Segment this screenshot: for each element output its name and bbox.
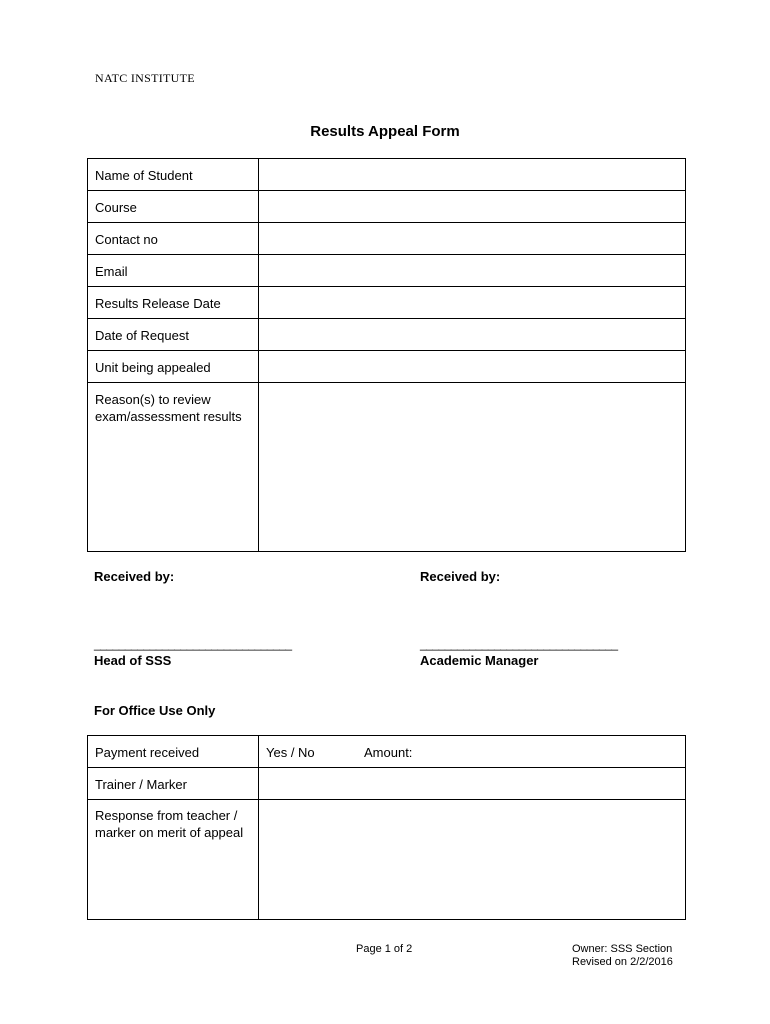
trainer-marker-field[interactable] [259, 768, 686, 800]
yes-no-option[interactable]: Yes / No [266, 745, 315, 760]
table-row [88, 255, 686, 287]
date-of-request-label: Date of Request [88, 319, 259, 351]
table-row [88, 768, 686, 800]
payment-received-label: Payment received [88, 736, 259, 768]
contact-no-field[interactable] [259, 223, 686, 255]
contact-no-label: Contact no [88, 223, 259, 255]
amount-label: Amount: [364, 745, 413, 760]
page-number: Page 1 of 2 [356, 943, 413, 955]
table-row [88, 736, 686, 768]
owner-note: Owner: SSS Section [572, 943, 673, 955]
email-field[interactable] [259, 255, 686, 287]
table-row [88, 287, 686, 319]
institute-name: NATC INSTITUTE [95, 71, 195, 85]
response-from-teacher-label: Response from teacher / marker on merit of appeal [88, 800, 259, 920]
results-release-date-label: Results Release Date [88, 287, 259, 319]
unit-being-appealed-field[interactable] [259, 351, 686, 383]
table-row [88, 319, 686, 351]
response-field[interactable] [259, 800, 686, 920]
course-label: Course [88, 191, 259, 223]
trainer-marker-label: Trainer / Marker [88, 768, 259, 800]
academic-manager-label: Academic Manager [420, 653, 539, 668]
email-label: Email [88, 255, 259, 287]
student-details-table [87, 158, 686, 552]
payment-details-cell[interactable] [259, 736, 686, 768]
table-row [88, 800, 686, 920]
table-row [88, 351, 686, 383]
received-by-label-left: Received by: [94, 569, 175, 584]
results-release-date-field[interactable] [259, 287, 686, 319]
head-of-sss-label: Head of SSS [94, 653, 172, 668]
office-use-table [87, 735, 686, 920]
table-row [88, 191, 686, 223]
form-title: Results Appeal Form [310, 123, 460, 140]
name-of-student-field[interactable] [259, 159, 686, 191]
unit-being-appealed-label: Unit being appealed [88, 351, 259, 383]
review-reasons-field[interactable] [259, 383, 686, 552]
table-row [88, 383, 686, 552]
table-row [88, 223, 686, 255]
signature-line-right[interactable]: ________________________________ [420, 637, 618, 651]
name-of-student-label: Name of Student [88, 159, 259, 191]
received-by-label-right: Received by: [420, 569, 501, 584]
office-use-heading: For Office Use Only [94, 703, 216, 718]
signature-line-left[interactable]: ________________________________ [94, 637, 292, 651]
date-of-request-field[interactable] [259, 319, 686, 351]
revised-date: Revised on 2/2/2016 [572, 956, 673, 968]
table-row [88, 159, 686, 191]
review-reasons-label: Reason(s) to review exam/assessment results [88, 383, 259, 552]
course-field[interactable] [259, 191, 686, 223]
